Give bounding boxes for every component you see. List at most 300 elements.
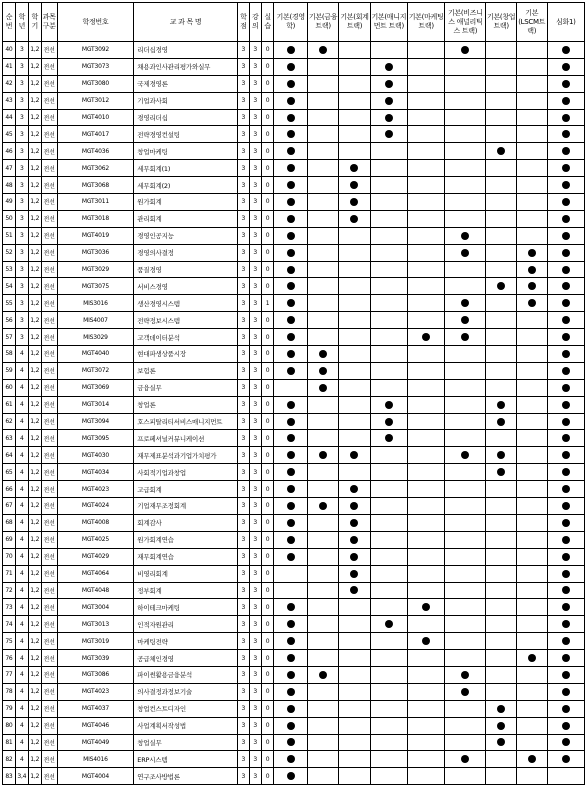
row-track-mark bbox=[274, 666, 307, 683]
row-course: 생산경영시스템 bbox=[134, 295, 238, 312]
row-track-mark bbox=[370, 650, 407, 667]
table-row bbox=[3, 514, 585, 531]
header-category: 과목구분 bbox=[41, 3, 57, 42]
row-track-mark bbox=[547, 447, 584, 464]
row-track-mark bbox=[307, 346, 338, 363]
table-row bbox=[3, 261, 585, 278]
row-track-mark bbox=[339, 194, 370, 211]
row-year: 4 bbox=[15, 346, 28, 363]
row-track-mark bbox=[547, 481, 584, 498]
filled-circle-icon bbox=[287, 299, 295, 307]
row-year: 4 bbox=[15, 650, 28, 667]
filled-circle-icon bbox=[287, 367, 295, 375]
row-track-mark bbox=[486, 666, 516, 683]
row-no: 61 bbox=[3, 396, 16, 413]
row-credit: 3 bbox=[237, 700, 249, 717]
filled-circle-icon bbox=[461, 688, 469, 696]
row-track-mark bbox=[274, 498, 307, 515]
row-code: MGT4025 bbox=[57, 531, 134, 548]
row-track-mark bbox=[274, 413, 307, 430]
filled-circle-icon bbox=[461, 46, 469, 54]
row-semester: 1,2 bbox=[28, 160, 41, 177]
row-course: 원가회계연습 bbox=[134, 531, 238, 548]
row-year: 4 bbox=[15, 498, 28, 515]
row-course: 현대파생상품시장 bbox=[134, 346, 238, 363]
row-practice: 0 bbox=[261, 396, 274, 413]
row-track-mark bbox=[370, 379, 407, 396]
row-practice: 0 bbox=[261, 616, 274, 633]
row-no: 71 bbox=[3, 565, 16, 582]
filled-circle-icon bbox=[350, 198, 358, 206]
filled-circle-icon bbox=[287, 688, 295, 696]
row-credit: 3 bbox=[237, 295, 249, 312]
row-track-mark bbox=[274, 683, 307, 700]
filled-circle-icon bbox=[562, 114, 570, 122]
row-no: 64 bbox=[3, 447, 16, 464]
row-track-mark bbox=[547, 666, 584, 683]
row-track-mark bbox=[407, 244, 444, 261]
row-track-mark bbox=[307, 177, 338, 194]
filled-circle-icon bbox=[562, 603, 570, 611]
filled-circle-icon bbox=[422, 333, 430, 341]
row-track-mark bbox=[445, 160, 486, 177]
row-track-mark bbox=[486, 430, 516, 447]
row-track-mark bbox=[339, 616, 370, 633]
filled-circle-icon bbox=[287, 80, 295, 88]
row-lecture: 3 bbox=[249, 447, 261, 464]
filled-circle-icon bbox=[562, 299, 570, 307]
row-track-mark bbox=[445, 599, 486, 616]
table-row bbox=[3, 109, 585, 126]
row-track-mark bbox=[445, 312, 486, 329]
row-track-mark bbox=[486, 700, 516, 717]
row-track-mark bbox=[370, 481, 407, 498]
row-no: 80 bbox=[3, 717, 16, 734]
row-track-mark bbox=[407, 447, 444, 464]
row-track-mark bbox=[445, 396, 486, 413]
row-track-mark bbox=[407, 210, 444, 227]
row-track-mark bbox=[274, 396, 307, 413]
row-track-mark bbox=[445, 143, 486, 160]
row-year: 4 bbox=[15, 666, 28, 683]
row-year: 3 bbox=[15, 58, 28, 75]
row-no: 63 bbox=[3, 430, 16, 447]
row-course: 사업계획서작성법 bbox=[134, 717, 238, 734]
row-track-mark bbox=[370, 683, 407, 700]
filled-circle-icon bbox=[287, 603, 295, 611]
row-track-mark bbox=[370, 362, 407, 379]
row-lecture: 3 bbox=[249, 464, 261, 481]
filled-circle-icon bbox=[350, 485, 358, 493]
filled-circle-icon bbox=[287, 502, 295, 510]
row-category: 전선 bbox=[41, 58, 57, 75]
row-lecture: 3 bbox=[249, 227, 261, 244]
row-practice: 0 bbox=[261, 413, 274, 430]
row-credit: 3 bbox=[237, 599, 249, 616]
filled-circle-icon bbox=[562, 401, 570, 409]
row-track-mark bbox=[339, 177, 370, 194]
row-category: 전선 bbox=[41, 514, 57, 531]
row-semester: 1,2 bbox=[28, 396, 41, 413]
header-credit: 학점 bbox=[237, 3, 249, 42]
row-track-mark bbox=[486, 278, 516, 295]
row-track-mark bbox=[547, 379, 584, 396]
row-lecture: 3 bbox=[249, 92, 261, 109]
row-track-mark bbox=[339, 396, 370, 413]
row-track-mark bbox=[547, 227, 584, 244]
row-track-mark bbox=[370, 126, 407, 143]
filled-circle-icon bbox=[562, 130, 570, 138]
row-track-mark bbox=[407, 58, 444, 75]
filled-circle-icon bbox=[562, 282, 570, 290]
row-track-mark bbox=[307, 58, 338, 75]
row-track-mark bbox=[307, 498, 338, 515]
table-row bbox=[3, 734, 585, 751]
row-track-mark bbox=[307, 531, 338, 548]
row-track-mark bbox=[307, 160, 338, 177]
row-semester: 1,2 bbox=[28, 599, 41, 616]
row-practice: 0 bbox=[261, 329, 274, 346]
row-track-mark bbox=[547, 717, 584, 734]
row-track-mark bbox=[407, 616, 444, 633]
row-credit: 3 bbox=[237, 126, 249, 143]
row-practice: 0 bbox=[261, 362, 274, 379]
row-category: 전선 bbox=[41, 683, 57, 700]
row-lecture: 3 bbox=[249, 160, 261, 177]
filled-circle-icon bbox=[528, 755, 536, 763]
row-category: 전선 bbox=[41, 734, 57, 751]
row-track-mark bbox=[486, 447, 516, 464]
table-row bbox=[3, 683, 585, 700]
row-track-mark bbox=[339, 430, 370, 447]
header-track-finance: 기본(금융트랙) bbox=[307, 3, 338, 42]
header-track-accounting: 기본(회계트랙) bbox=[339, 3, 370, 42]
row-lecture: 3 bbox=[249, 700, 261, 717]
row-track-mark bbox=[445, 481, 486, 498]
header-year: 학년 bbox=[15, 3, 28, 42]
table-row bbox=[3, 210, 585, 227]
filled-circle-icon bbox=[497, 468, 505, 476]
row-track-mark bbox=[307, 430, 338, 447]
filled-circle-icon bbox=[562, 147, 570, 155]
row-practice: 0 bbox=[261, 447, 274, 464]
row-semester: 1,2 bbox=[28, 683, 41, 700]
filled-circle-icon bbox=[287, 266, 295, 274]
row-track-mark bbox=[339, 599, 370, 616]
row-track-mark bbox=[445, 75, 486, 92]
row-lecture: 3 bbox=[249, 565, 261, 582]
row-course: 마케팅전략 bbox=[134, 633, 238, 650]
row-track-mark bbox=[274, 633, 307, 650]
row-track-mark bbox=[486, 768, 516, 785]
row-track-mark bbox=[445, 768, 486, 785]
row-track-mark bbox=[339, 633, 370, 650]
row-track-mark bbox=[407, 565, 444, 582]
row-track-mark bbox=[370, 565, 407, 582]
row-credit: 3 bbox=[237, 160, 249, 177]
row-track-mark bbox=[516, 160, 547, 177]
row-practice: 0 bbox=[261, 666, 274, 683]
row-semester: 1,2 bbox=[28, 464, 41, 481]
row-track-mark bbox=[339, 768, 370, 785]
row-track-mark bbox=[547, 700, 584, 717]
row-year: 3 bbox=[15, 227, 28, 244]
filled-circle-icon bbox=[562, 215, 570, 223]
row-no: 74 bbox=[3, 616, 16, 633]
row-course: 하이테크마케팅 bbox=[134, 599, 238, 616]
row-track-mark bbox=[486, 396, 516, 413]
row-credit: 3 bbox=[237, 481, 249, 498]
filled-circle-icon bbox=[287, 772, 295, 780]
row-semester: 1,2 bbox=[28, 734, 41, 751]
row-track-mark bbox=[407, 312, 444, 329]
row-track-mark bbox=[445, 430, 486, 447]
filled-circle-icon bbox=[562, 671, 570, 679]
row-track-mark bbox=[339, 413, 370, 430]
table-row bbox=[3, 751, 585, 768]
row-semester: 1,2 bbox=[28, 278, 41, 295]
filled-circle-icon bbox=[562, 266, 570, 274]
row-practice: 0 bbox=[261, 160, 274, 177]
filled-circle-icon bbox=[287, 164, 295, 172]
row-semester: 1,2 bbox=[28, 413, 41, 430]
row-track-mark bbox=[274, 227, 307, 244]
row-track-mark bbox=[516, 650, 547, 667]
filled-circle-icon bbox=[562, 586, 570, 594]
row-semester: 1,2 bbox=[28, 194, 41, 211]
row-semester: 1,2 bbox=[28, 514, 41, 531]
row-category: 전선 bbox=[41, 498, 57, 515]
row-year: 3 bbox=[15, 261, 28, 278]
row-track-mark bbox=[370, 278, 407, 295]
row-code: MGT4024 bbox=[57, 498, 134, 515]
row-track-mark bbox=[516, 548, 547, 565]
row-code: MIS4007 bbox=[57, 312, 134, 329]
filled-circle-icon bbox=[350, 181, 358, 189]
row-semester: 1,2 bbox=[28, 58, 41, 75]
row-lecture: 3 bbox=[249, 650, 261, 667]
row-track-mark bbox=[339, 42, 370, 59]
row-track-mark bbox=[370, 666, 407, 683]
row-semester: 1,2 bbox=[28, 582, 41, 599]
row-track-mark bbox=[445, 295, 486, 312]
filled-circle-icon bbox=[287, 215, 295, 223]
row-track-mark bbox=[339, 751, 370, 768]
row-credit: 3 bbox=[237, 683, 249, 700]
row-track-mark bbox=[516, 329, 547, 346]
row-track-mark bbox=[339, 683, 370, 700]
row-semester: 1,2 bbox=[28, 92, 41, 109]
row-lecture: 3 bbox=[249, 42, 261, 59]
row-year: 3 bbox=[15, 160, 28, 177]
row-practice: 0 bbox=[261, 92, 274, 109]
filled-circle-icon bbox=[562, 705, 570, 713]
row-track-mark bbox=[307, 396, 338, 413]
row-credit: 3 bbox=[237, 616, 249, 633]
row-track-mark bbox=[516, 717, 547, 734]
row-code: MGT3073 bbox=[57, 58, 134, 75]
row-track-mark bbox=[370, 109, 407, 126]
row-code: MGT4037 bbox=[57, 700, 134, 717]
row-track-mark bbox=[339, 278, 370, 295]
row-track-mark bbox=[445, 329, 486, 346]
row-track-mark bbox=[339, 295, 370, 312]
row-track-mark bbox=[516, 75, 547, 92]
row-lecture: 3 bbox=[249, 430, 261, 447]
row-track-mark bbox=[486, 633, 516, 650]
row-track-mark bbox=[547, 177, 584, 194]
row-track-mark bbox=[547, 751, 584, 768]
row-track-mark bbox=[274, 650, 307, 667]
row-credit: 3 bbox=[237, 244, 249, 261]
row-course: 기업재무조정회계 bbox=[134, 498, 238, 515]
table-row bbox=[3, 599, 585, 616]
filled-circle-icon bbox=[562, 688, 570, 696]
row-lecture: 3 bbox=[249, 126, 261, 143]
row-track-mark bbox=[547, 244, 584, 261]
curriculum-table bbox=[2, 2, 585, 785]
filled-circle-icon bbox=[562, 80, 570, 88]
row-track-mark bbox=[547, 514, 584, 531]
row-track-mark bbox=[445, 633, 486, 650]
header-row bbox=[3, 3, 585, 42]
row-track-mark bbox=[307, 261, 338, 278]
row-track-mark bbox=[486, 616, 516, 633]
row-track-mark bbox=[274, 582, 307, 599]
row-track-mark bbox=[486, 413, 516, 430]
row-track-mark bbox=[486, 683, 516, 700]
row-year: 4 bbox=[15, 362, 28, 379]
row-credit: 3 bbox=[237, 177, 249, 194]
filled-circle-icon bbox=[319, 367, 327, 375]
row-practice: 0 bbox=[261, 700, 274, 717]
row-semester: 1,2 bbox=[28, 481, 41, 498]
filled-circle-icon bbox=[287, 434, 295, 442]
row-track-mark bbox=[274, 75, 307, 92]
row-year: 3,4 bbox=[15, 768, 28, 785]
row-category: 전선 bbox=[41, 109, 57, 126]
row-track-mark bbox=[445, 548, 486, 565]
row-track-mark bbox=[547, 430, 584, 447]
row-no: 70 bbox=[3, 548, 16, 565]
row-track-mark bbox=[339, 261, 370, 278]
row-course: 경영의사결정 bbox=[134, 244, 238, 261]
row-track-mark bbox=[407, 717, 444, 734]
row-track-mark bbox=[274, 160, 307, 177]
row-course: 회계감사 bbox=[134, 514, 238, 531]
row-track-mark bbox=[370, 58, 407, 75]
row-code: MGT3092 bbox=[57, 42, 134, 59]
row-practice: 0 bbox=[261, 548, 274, 565]
header-track-management: 기본(매니지먼트 트랙) bbox=[370, 3, 407, 42]
filled-circle-icon bbox=[287, 97, 295, 105]
row-code: MGT4023 bbox=[57, 481, 134, 498]
row-track-mark bbox=[339, 531, 370, 548]
row-track-mark bbox=[407, 666, 444, 683]
row-lecture: 3 bbox=[249, 261, 261, 278]
row-lecture: 3 bbox=[249, 734, 261, 751]
row-no: 62 bbox=[3, 413, 16, 430]
row-semester: 1,2 bbox=[28, 616, 41, 633]
row-track-mark bbox=[339, 92, 370, 109]
row-semester: 1,2 bbox=[28, 650, 41, 667]
row-no: 83 bbox=[3, 768, 16, 785]
row-code: MGT4030 bbox=[57, 447, 134, 464]
row-year: 4 bbox=[15, 751, 28, 768]
row-track-mark bbox=[547, 295, 584, 312]
row-track-mark bbox=[547, 768, 584, 785]
row-credit: 3 bbox=[237, 58, 249, 75]
header-semester: 학기 bbox=[28, 3, 41, 42]
row-course: 국제경영론 bbox=[134, 75, 238, 92]
row-track-mark bbox=[307, 92, 338, 109]
row-no: 69 bbox=[3, 531, 16, 548]
row-credit: 3 bbox=[237, 650, 249, 667]
row-no: 58 bbox=[3, 346, 16, 363]
filled-circle-icon bbox=[287, 147, 295, 155]
row-code: MGT3062 bbox=[57, 160, 134, 177]
filled-circle-icon bbox=[287, 620, 295, 628]
row-track-mark bbox=[339, 126, 370, 143]
row-track-mark bbox=[547, 734, 584, 751]
row-year: 4 bbox=[15, 565, 28, 582]
row-track-mark bbox=[407, 751, 444, 768]
row-category: 전선 bbox=[41, 261, 57, 278]
row-track-mark bbox=[516, 143, 547, 160]
row-track-mark bbox=[486, 58, 516, 75]
row-category: 전선 bbox=[41, 430, 57, 447]
row-track-mark bbox=[339, 58, 370, 75]
header-advanced: 심화1) bbox=[547, 3, 584, 42]
row-track-mark bbox=[307, 717, 338, 734]
row-track-mark bbox=[339, 734, 370, 751]
row-no: 44 bbox=[3, 109, 16, 126]
row-track-mark bbox=[370, 244, 407, 261]
row-no: 60 bbox=[3, 379, 16, 396]
row-track-mark bbox=[370, 447, 407, 464]
filled-circle-icon bbox=[319, 502, 327, 510]
row-code: MGT4040 bbox=[57, 346, 134, 363]
row-track-mark bbox=[486, 734, 516, 751]
row-lecture: 3 bbox=[249, 599, 261, 616]
row-lecture: 3 bbox=[249, 329, 261, 346]
row-year: 3 bbox=[15, 194, 28, 211]
row-track-mark bbox=[445, 734, 486, 751]
row-track-mark bbox=[407, 194, 444, 211]
row-credit: 3 bbox=[237, 717, 249, 734]
row-track-mark bbox=[339, 379, 370, 396]
row-track-mark bbox=[370, 616, 407, 633]
row-credit: 3 bbox=[237, 312, 249, 329]
row-track-mark bbox=[339, 329, 370, 346]
row-track-mark bbox=[486, 295, 516, 312]
row-year: 3 bbox=[15, 295, 28, 312]
row-semester: 1,2 bbox=[28, 700, 41, 717]
header-track-basic: 기본(경영학) bbox=[274, 3, 307, 42]
row-category: 전선 bbox=[41, 717, 57, 734]
row-course: 품질경영 bbox=[134, 261, 238, 278]
table-row bbox=[3, 548, 585, 565]
row-code: MGT4019 bbox=[57, 227, 134, 244]
filled-circle-icon bbox=[562, 46, 570, 54]
row-track-mark bbox=[307, 683, 338, 700]
row-course: 의사결정과정보기술 bbox=[134, 683, 238, 700]
row-category: 전선 bbox=[41, 126, 57, 143]
table-row bbox=[3, 244, 585, 261]
header-track-analytics: 기본(비즈니스 애널리틱스 트랙) bbox=[445, 3, 486, 42]
row-category: 전선 bbox=[41, 582, 57, 599]
row-lecture: 3 bbox=[249, 143, 261, 160]
